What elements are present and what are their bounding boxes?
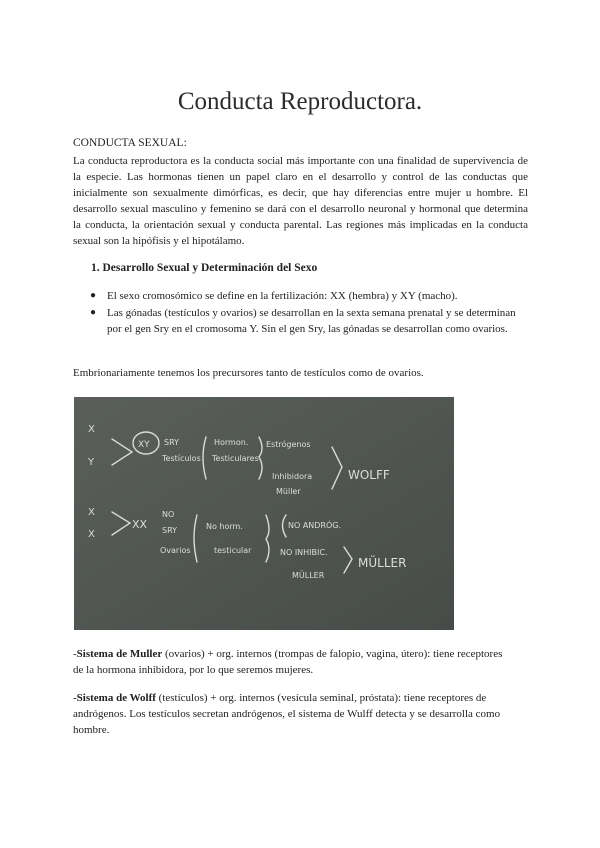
intro-paragraph: La conducta reproductora es la conducta social más importante con una finalidad de supervivencia de la especie. Las hormonas tienen un papel claro en el desarrollo y control de las conductas que inicialmente son sexualmente dimórficas, es decir, que hay diferencias entre mujer u hombre. El desarrollo sexual masculino y femenino se dará con el desarrollo neuronal y hormonal que determina la conducta, la orientación sexual y conducta parental. Las regiones más implicadas en la conducta sexual son la hipófisis y el hipotálamo. xyxy=(73,155,528,247)
section-heading-conducta-sexual: CONDUCTA SEXUAL: xyxy=(73,137,187,149)
lead-dash: - xyxy=(73,692,77,704)
chalk-text: XX xyxy=(132,518,148,531)
chalk-text: NO INHIBIC. xyxy=(280,548,328,557)
section-title-desarrollo-sexual: 1. Desarrollo Sexual y Determinación del Sexo xyxy=(91,262,318,274)
bullet-icon: ● xyxy=(90,290,97,301)
chalk-text: WOLFF xyxy=(348,468,390,482)
list-item xyxy=(90,305,520,338)
chalk-text: XY xyxy=(138,440,150,450)
chalk-text: SRY xyxy=(164,438,180,447)
list-item-text: Las gónadas (testículos y ovarios) se desarrollan en la sexta semana prenatal y se determinan por el gen Sry en el cromosoma Y. Sin el gen Sry, las gónadas se desarrollan como ovarios. xyxy=(107,306,516,335)
chalk-text: SRY xyxy=(162,526,178,535)
paragraph-text: (ovarios) + org. internos (trompas de falopio, vagina, útero): tiene receptores de la hormona inhibidora, por lo que seremos mujeres. xyxy=(73,648,503,676)
chalkboard-drawing xyxy=(74,397,454,630)
chalk-text: Testiculares xyxy=(212,454,259,463)
term-bold: Sistema de Wolff xyxy=(76,692,156,704)
list-item-text: El sexo cromosómico se define en la fertilización: XX (hembra) y XY (macho). xyxy=(107,290,458,302)
wolff-system-paragraph xyxy=(73,690,528,738)
chalk-text: Ovarios xyxy=(160,546,191,555)
chalk-text: MÜLLER xyxy=(292,571,325,580)
chalk-text: X xyxy=(88,529,95,540)
embryo-paragraph: Embrionariamente tenemos los precursores tanto de testículos como de ovarios. xyxy=(73,367,424,379)
chalk-text: Y xyxy=(88,457,95,468)
chalkboard-photo xyxy=(74,397,454,630)
lead-dash: - xyxy=(73,648,77,660)
bullet-icon: ● xyxy=(90,306,97,318)
chalk-text: MÜLLER xyxy=(358,556,407,570)
chalk-text: X xyxy=(88,424,95,435)
chalk-text: Hormon. xyxy=(214,438,249,447)
bullet-list xyxy=(90,288,520,338)
muller-system-paragraph xyxy=(73,646,513,678)
chalk-text: testicular xyxy=(214,546,252,555)
page-title: Conducta Reproductora. xyxy=(177,88,423,115)
paragraph-text: (testículos) + org. internos (vesícula seminal, próstata): tiene receptores de andrógenos. Los testículos secretan andrógenos, el sistema de Wulff detecta y se desarrolla como hombre. xyxy=(73,692,501,736)
chalk-text: Inhibidora xyxy=(272,472,313,481)
chalk-text: X xyxy=(88,507,95,518)
term-bold: Sistema de Muller xyxy=(76,648,163,660)
chalk-text: Müller xyxy=(276,487,301,496)
chalk-text: No horm. xyxy=(206,522,243,531)
chalk-text: NO xyxy=(162,510,175,519)
chalk-text: NO ANDRÓG. xyxy=(288,521,342,530)
chalk-text: Testículos xyxy=(162,454,201,463)
chalk-text: Estrógenos xyxy=(266,440,311,449)
list-item xyxy=(90,288,520,305)
